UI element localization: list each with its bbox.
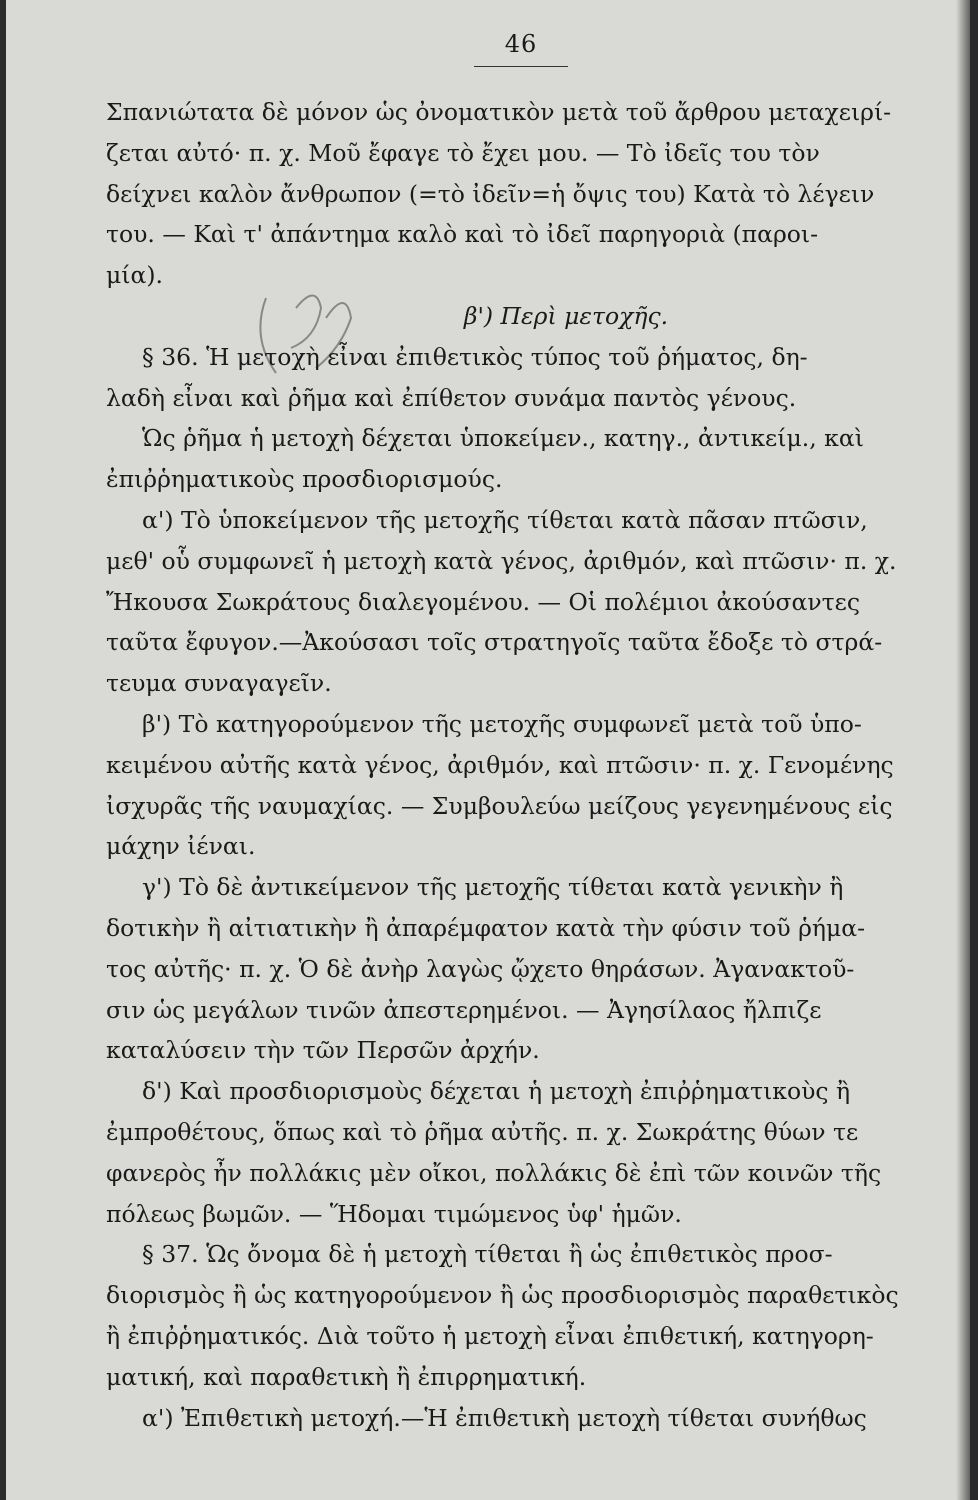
text-line: Ἤκουσα Σωκράτους διαλεγομένου. — Οἱ πολέμιοι ἀκούσαντες xyxy=(106,587,860,616)
text-line: μία). xyxy=(106,261,163,290)
text-line: Σπανιώτατα δὲ μόνον ὡς ὀνοματικὸν μετὰ τοῦ ἄρθρου μεταχειρί- xyxy=(106,98,892,126)
page-number-rule xyxy=(474,66,568,67)
text-line: γ') Τὸ δὲ ἀντικείμενον τῆς μετοχῆς τίθεται κατὰ γενικὴν ἢ xyxy=(142,873,844,902)
text-line: μάχην ἰέναι. xyxy=(106,832,256,861)
text-line: ταῦτα ἔφυγον.—Ἀκούσασι τοῖς στρατηγοῖς ταῦτα ἔδοξε τὸ στρά- xyxy=(106,628,883,657)
text-line: σιν ὡς μεγάλων τινῶν ἀπεστερημένοι. — Ἀγησίλαος ἤλπιζε xyxy=(106,995,822,1024)
text-line: πόλεως βωμῶν. — Ἥδομαι τιμώμενος ὑφ' ἡμῶν. xyxy=(106,1199,682,1228)
text-line: ἰσχυρᾶς τῆς ναυμαχίας. — Συμβουλεύω μείζους γεγενημένους εἰς xyxy=(106,791,893,820)
text-line: § 37. Ὡς ὄνομα δὲ ἡ μετοχὴ τίθεται ἢ ὡς ἐπιθετικὸς προσ- xyxy=(142,1240,833,1269)
text-line: ζεται αὐτό· π. χ. Μοῦ ἔφαγε τὸ ἔχει μου. — Τὸ ἰδεῖς του τὸν xyxy=(106,138,820,167)
text-line: διορισμὸς ἢ ὡς κατηγορούμενον ἢ ὡς προσδιορισμὸς παραθετικὸς xyxy=(106,1281,899,1310)
text-line: ματική, καὶ παραθετικὴ ἢ ἐπιρρηματική. xyxy=(106,1362,587,1391)
text-line: ἢ ἐπιῤῥηματικός. Διὰ τοῦτο ἡ μετοχὴ εἶναι ἐπιθετική, κατηγορη- xyxy=(106,1321,874,1350)
text-line: δείχνει καλὸν ἄνθρωπον (=τὸ ἰδεῖν=ἡ ὄψις του) Κατὰ τὸ λέγειν xyxy=(106,179,875,208)
text-line: β') Περὶ μετοχῆς. xyxy=(463,301,669,330)
text-line: καταλύσειν τὴν τῶν Περσῶν ἀρχήν. xyxy=(106,1036,540,1065)
text-line: δ') Καὶ προσδιορισμοὺς δέχεται ἡ μετοχὴ ἐπιῤῥηματικοὺς ἢ xyxy=(142,1077,851,1106)
text-line: κειμένου αὐτῆς κατὰ γένος, ἀριθμόν, καὶ πτῶσιν· π. χ. Γενομένης xyxy=(106,750,894,779)
text-line: δοτικὴν ἢ αἰτιατικὴν ἢ ἀπαρέμφατον κατὰ τὴν φύσιν τοῦ ῥήμα- xyxy=(106,913,866,942)
text-line: § 36. Ἡ μετοχὴ εἶναι ἐπιθετικὸς τύπος τοῦ ῥήματος, δη- xyxy=(142,342,808,371)
page-edge-shadow xyxy=(956,0,970,1500)
text-line: ἐμπροθέτους, ὅπως καὶ τὸ ῥῆμα αὐτῆς. π. χ. Σωκράτης θύων τε xyxy=(106,1117,859,1146)
book-page xyxy=(6,0,970,1500)
page-number: 46 xyxy=(504,30,538,58)
text-line: β') Τὸ κατηγορούμενον τῆς μετοχῆς συμφωνεῖ μετὰ τοῦ ὑπο- xyxy=(142,709,862,738)
text-line: Ὡς ῥῆμα ἡ μετοχὴ δέχεται ὑποκείμεν., κατηγ., ἀντικείμ., καὶ xyxy=(142,424,864,453)
text-line: ἐπιῤῥηματικοὺς προσδιορισμούς. xyxy=(106,465,503,494)
text-line: μεθ' οὗ συμφωνεῖ ἡ μετοχὴ κατὰ γένος, ἀριθμόν, καὶ πτῶσιν· π. χ. xyxy=(106,546,897,575)
text-line: φανερὸς ἦν πολλάκις μὲν οἴκοι, πολλάκις δὲ ἐπὶ τῶν κοινῶν τῆς xyxy=(106,1158,882,1187)
text-line: τος αὐτῆς· π. χ. Ὁ δὲ ἀνὴρ λαγὼς ᾤχετο θηράσων. Ἀγανακτοῦ- xyxy=(106,954,855,983)
text-line: α') Τὸ ὑποκείμενον τῆς μετοχῆς τίθεται κατὰ πᾶσαν πτῶσιν, xyxy=(142,505,868,534)
body-text xyxy=(106,92,906,1438)
text-line: τευμα συναγαγεῖν. xyxy=(106,669,332,698)
text-line: α') Ἐπιθετικὴ μετοχή.—Ἡ ἐπιθετικὴ μετοχὴ τίθεται συνήθως xyxy=(142,1403,867,1432)
text-line: λαδὴ εἶναι καὶ ῥῆμα καὶ ἐπίθετον συνάμα παντὸς γένους. xyxy=(106,383,797,412)
text-line: του. — Καὶ τ' ἀπάντημα καλὸ καὶ τὸ ἰδεῖ παρηγοριὰ (παροι- xyxy=(106,220,819,249)
